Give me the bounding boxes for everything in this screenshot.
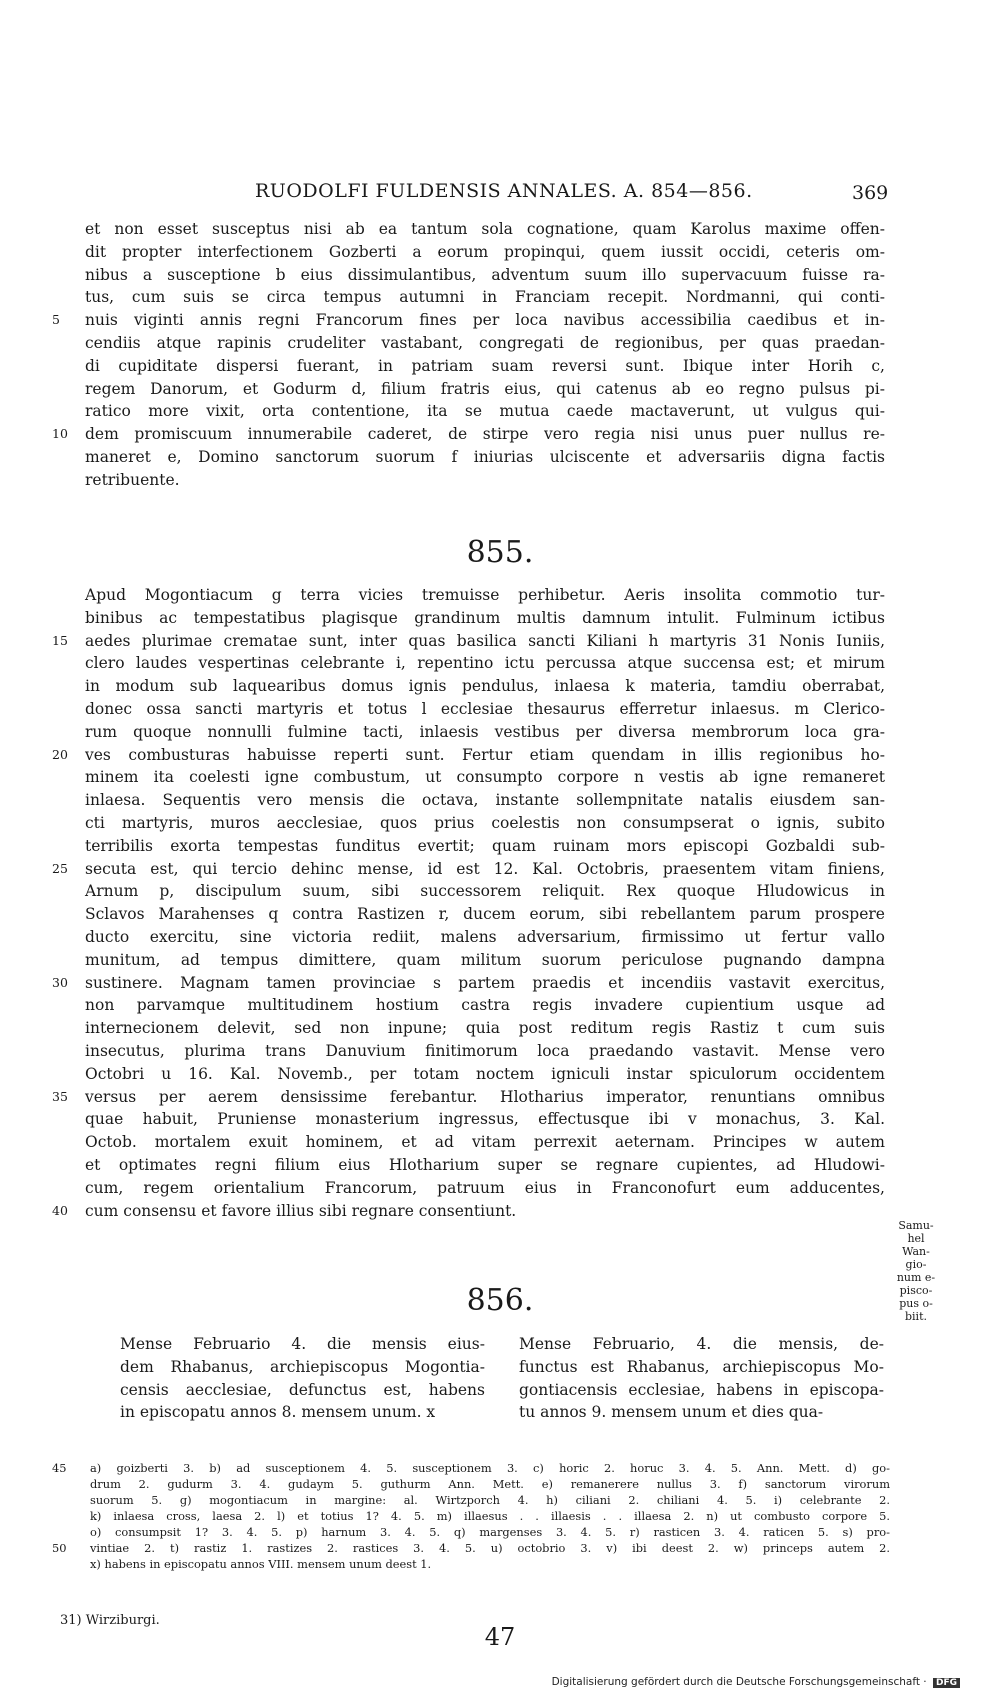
credit-text: Digitalisierung gefördert durch die Deutsche Forschungsgemeinschaft · bbox=[551, 1676, 927, 1688]
page-footnote: 31) Wirziburgi. bbox=[60, 1613, 160, 1628]
line-text: terribilis exorta tempestas funditus evertit; quam ruinam mors episcopi Gozbaldi sub- bbox=[85, 836, 885, 855]
text-line bbox=[85, 469, 885, 492]
line-text: drum 2. gudurm 3. 4. gudaym 5. guthurm Ann. Mett. e) remanerere nullus 3. f) sanctorum virorum bbox=[90, 1477, 890, 1491]
line-text: Sclavos Marahenses q contra Rastizen r, ducem eorum, sibi rebellantem parum prospere bbox=[85, 905, 885, 924]
line-text: quae habuit, Pruniense monasterium ingressus, effectusque ibi v monachus, 3. Kal. bbox=[85, 1110, 885, 1129]
text-line bbox=[52, 858, 885, 881]
text-line bbox=[85, 264, 885, 287]
footnotes bbox=[52, 1460, 890, 1572]
line-text: donec ossa sancti martyris et totus l ecclesiae thesaurus efferretur inlaesus. m Clerico- bbox=[85, 699, 885, 718]
text-line bbox=[85, 1017, 885, 1040]
folio-signature: 47 bbox=[484, 1623, 516, 1651]
line-text: ves combusturas habuisse reperti sunt. Fertur etiam quendam in illis regionibus ho- bbox=[85, 745, 885, 764]
line-text: regem Danorum, et Godurm d, filium fratris eius, qui catenus ab eo regno pulsus pi- bbox=[85, 379, 885, 398]
column-left bbox=[120, 1333, 485, 1424]
text-line bbox=[85, 994, 885, 1017]
line-text: binibus ac tempestatibus plagisque grandinum multis damnum intulit. Fulminum ictibus bbox=[85, 608, 885, 627]
line-number: 40 bbox=[52, 1202, 68, 1218]
line-text: cum consensu et favore illius sibi regnare consentiunt. bbox=[85, 1201, 517, 1220]
text-line bbox=[85, 607, 885, 630]
text-line bbox=[85, 698, 885, 721]
text-line bbox=[52, 309, 885, 332]
line-text: et optimates regni filium eius Hlotharium super se regnare cupientes, ad Hludowi- bbox=[85, 1155, 885, 1174]
text-line bbox=[85, 1131, 885, 1154]
line-text: gontiacensis ecclesiae, habens in episcopa- bbox=[519, 1380, 884, 1399]
text-line bbox=[519, 1379, 884, 1402]
year-heading-855: 855. bbox=[466, 535, 534, 570]
dfg-logo: DFG bbox=[933, 1678, 960, 1688]
line-number: 10 bbox=[52, 426, 68, 442]
text-line bbox=[52, 1086, 885, 1109]
text-line bbox=[120, 1379, 485, 1402]
line-text: cum, regem orientalium Francorum, patruum eius in Franconofurt eum adducentes, bbox=[85, 1178, 885, 1197]
line-text: sustinere. Magnam tamen provinciae s partem praedis et incendiis vastavit exercitus, bbox=[85, 973, 885, 992]
line-text: functus est Rhabanus, archiepiscopus Mo- bbox=[519, 1357, 884, 1376]
line-number: 35 bbox=[52, 1088, 68, 1104]
text-line bbox=[519, 1356, 884, 1379]
line-text: ducto exercitu, sine victoria rediit, malens adversarium, firmissimo ut fertur vallo bbox=[85, 927, 885, 946]
line-text: suorum 5. g) mogontiacum in margine: al. Wirtzporch 4. h) ciliani 2. chiliani 4. 5. i) celebrante 2. bbox=[90, 1493, 890, 1507]
text-line bbox=[52, 1200, 885, 1223]
line-text: nuis viginti annis regni Francorum fines per loca navibus accessibilia caedibus et in- bbox=[85, 311, 885, 330]
text-line bbox=[85, 926, 885, 949]
line-text: non parvamque multitudinem hostium castra regis invadere cupientium usque ad bbox=[85, 996, 885, 1015]
line-text: tu annos 9. mensem unum et dies qua- bbox=[519, 1403, 824, 1422]
line-text: tus, cum suis se circa tempus autumni in Franciam recepit. Nordmanni, qui conti- bbox=[85, 288, 885, 307]
line-number: 50 bbox=[52, 1541, 67, 1555]
line-text: x) habens in episcopatu annos VIII. mensem unum deest 1. bbox=[90, 1557, 432, 1571]
line-text: Apud Mogontiacum g terra vicies tremuisse perhibetur. Aeris insolita commotio tur- bbox=[85, 586, 885, 604]
page-number: 369 bbox=[852, 182, 889, 204]
line-number: 30 bbox=[52, 974, 68, 990]
line-text: aedes plurimae crematae sunt, inter quas basilica sancti Kiliani h martyris 31 Nonis Iuniis, bbox=[85, 631, 885, 650]
line-text: cti martyris, muros aecclesiae, quos prius coelestis non consumpserat o ignis, subito bbox=[85, 813, 885, 832]
line-text: rum quoque nonnulli fulmine tacti, inlaesis vestibus per diversa membrorum loca gra- bbox=[85, 722, 885, 741]
text-line bbox=[85, 766, 885, 789]
text-line bbox=[85, 675, 885, 698]
line-text: vintiae 2. t) rastiz 1. rastizes 2. rastices 3. 4. 5. u) octobrio 3. v) ibi deest 2. w) princeps autem 2. bbox=[90, 1541, 890, 1555]
text-line bbox=[85, 1040, 885, 1063]
line-text: censis aecclesiae, defunctus est, habens bbox=[120, 1380, 485, 1399]
line-text: Octob. mortalem exuit hominem, et ad vitam perrexit aeternam. Principes w autem bbox=[85, 1133, 885, 1152]
line-number: 15 bbox=[52, 632, 68, 648]
line-text: maneret e, Domino sanctorum suorum f iniurias ulciscente et adversariis digna factis bbox=[85, 447, 885, 466]
text-line bbox=[85, 721, 885, 744]
text-line bbox=[52, 630, 885, 653]
text-line bbox=[90, 1492, 890, 1508]
text-line bbox=[52, 972, 885, 995]
text-line bbox=[85, 835, 885, 858]
line-text: o) consumpsit 1? 3. 4. 5. p) harnum 3. 4. 5. q) margenses 3. 4. 5. r) rasticen 3. 4. raticen 5. s) pro- bbox=[90, 1525, 890, 1539]
text-block-854-end bbox=[52, 218, 885, 492]
text-line bbox=[85, 332, 885, 355]
line-number: 25 bbox=[52, 860, 68, 876]
line-number: 5 bbox=[52, 312, 60, 328]
line-text: secuta est, qui tercio dehinc mense, id est 12. Kal. Octobris, praesentem vitam finiens, bbox=[85, 859, 885, 878]
text-line bbox=[85, 584, 885, 607]
line-text: dit propter interfectionem Gozberti a eorum propinqui, quem iussit occidi, ceteris om- bbox=[85, 242, 885, 261]
line-text: Arnum p, discipulum suum, sibi successorem reliquit. Rex quoque Hludowicus in bbox=[85, 882, 885, 901]
text-line bbox=[85, 286, 885, 309]
text-line bbox=[85, 880, 885, 903]
column-right bbox=[519, 1333, 884, 1424]
line-text: Mense Februario 4. die mensis eius- bbox=[120, 1335, 485, 1353]
text-line bbox=[519, 1401, 884, 1424]
line-text: clero laudes vespertinas celebrante i, repentino ictu percussa atque succensa est; et mirum bbox=[85, 654, 885, 673]
text-line bbox=[52, 423, 885, 446]
line-text: k) inlaesa cross, laesa 2. l) et totius 1? 4. 5. m) illaesus . . illaesis . . illaesa 2. n) ut combusto corpore 5. bbox=[90, 1509, 890, 1523]
text-line bbox=[90, 1524, 890, 1540]
line-text: nibus a susceptione b eius dissimulantibus, adventum suum illo supervacuum fuisse ra- bbox=[85, 265, 885, 284]
text-line bbox=[52, 1540, 890, 1556]
line-text: in modum sub laquearibus domus ignis pendulus, inlaesa k materia, tamdiu oberrabat, bbox=[85, 677, 885, 696]
running-header bbox=[0, 180, 1000, 210]
digitization-credit bbox=[552, 1676, 960, 1688]
text-line bbox=[85, 355, 885, 378]
text-line bbox=[52, 744, 885, 767]
line-text: et non esset susceptus nisi ab ea tantum sola cognatione, quam Karolus maxime offen- bbox=[85, 220, 885, 238]
text-line bbox=[85, 1108, 885, 1131]
line-text: insecutus, plurima trans Danuvium finitimorum loca praedando vastavit. Mense vero bbox=[85, 1041, 885, 1060]
line-number: 45 bbox=[52, 1461, 67, 1475]
line-text: internecionem delevit, sed non inpune; quia post reditum regis Rastiz t cum suis bbox=[85, 1019, 885, 1038]
text-line bbox=[85, 1177, 885, 1200]
text-line bbox=[85, 446, 885, 469]
text-line bbox=[120, 1356, 485, 1379]
text-line bbox=[120, 1333, 485, 1356]
line-text: Mense Februario, 4. die mensis, de- bbox=[519, 1335, 884, 1353]
text-line bbox=[85, 378, 885, 401]
line-text: di cupiditate dispersi fuerant, in patriam suam reversi sunt. Ibique inter Horih c, bbox=[85, 356, 885, 375]
line-text: in episcopatu annos 8. mensem unum. x bbox=[120, 1403, 436, 1422]
text-line bbox=[85, 218, 885, 241]
text-line bbox=[519, 1333, 884, 1356]
text-line bbox=[85, 812, 885, 835]
text-line bbox=[85, 652, 885, 675]
text-line bbox=[85, 949, 885, 972]
line-text: munitum, ad tempus dimittere, quam militum suorum periculose pugnando dampna bbox=[85, 950, 885, 969]
line-text: ratico more vixit, orta contentione, ita se mutua caede mactaverunt, ut vulgus qui- bbox=[85, 402, 885, 421]
line-number: 20 bbox=[52, 746, 68, 762]
margin-note: Samu- hel Wan- gio- num e- pisco- pus o- biit. bbox=[896, 1219, 936, 1323]
text-line bbox=[120, 1401, 485, 1424]
text-line bbox=[90, 1476, 890, 1492]
text-line bbox=[90, 1508, 890, 1524]
text-line bbox=[85, 903, 885, 926]
line-text: versus per aerem densissime ferebantur. Hlotharius imperator, renuntians omnibus bbox=[85, 1087, 885, 1106]
text-line bbox=[85, 1154, 885, 1177]
line-text: cendiis atque rapinis crudeliter vastabant, congregati de regionibus, per quas praedan- bbox=[85, 333, 885, 352]
line-text: a) goizberti 3. b) ad susceptionem 4. 5. susceptionem 3. c) horic 2. horuc 3. 4. 5. Ann. Mett. d) go- bbox=[90, 1461, 890, 1475]
running-title: RUODOLFI FULDENSIS ANNALES. A. 854—856. bbox=[255, 180, 753, 202]
line-text: dem Rhabanus, archiepiscopus Mogontia- bbox=[120, 1357, 485, 1376]
line-text: retribuente. bbox=[85, 470, 180, 489]
year-heading-856: 856. bbox=[466, 1283, 534, 1318]
line-text: minem ita coelesti igne combustum, ut consumpto corpore n vestis ab igne remaneret bbox=[85, 768, 885, 787]
text-line bbox=[85, 400, 885, 423]
text-line bbox=[85, 789, 885, 812]
line-text: dem promiscuum innumerabile caderet, de stirpe vero regia nisi unus puer nullus re- bbox=[85, 425, 885, 444]
text-line bbox=[85, 241, 885, 264]
text-line bbox=[90, 1556, 890, 1572]
text-line bbox=[85, 1063, 885, 1086]
line-text: Octobri u 16. Kal. Novemb., per totam noctem igniculi instar spiculorum occidentem bbox=[85, 1064, 885, 1083]
text-line bbox=[52, 1460, 890, 1476]
text-block-855 bbox=[52, 584, 885, 1222]
line-text: inlaesa. Sequentis vero mensis die octava, instante sollempnitate natalis eiusdem san- bbox=[85, 791, 885, 810]
